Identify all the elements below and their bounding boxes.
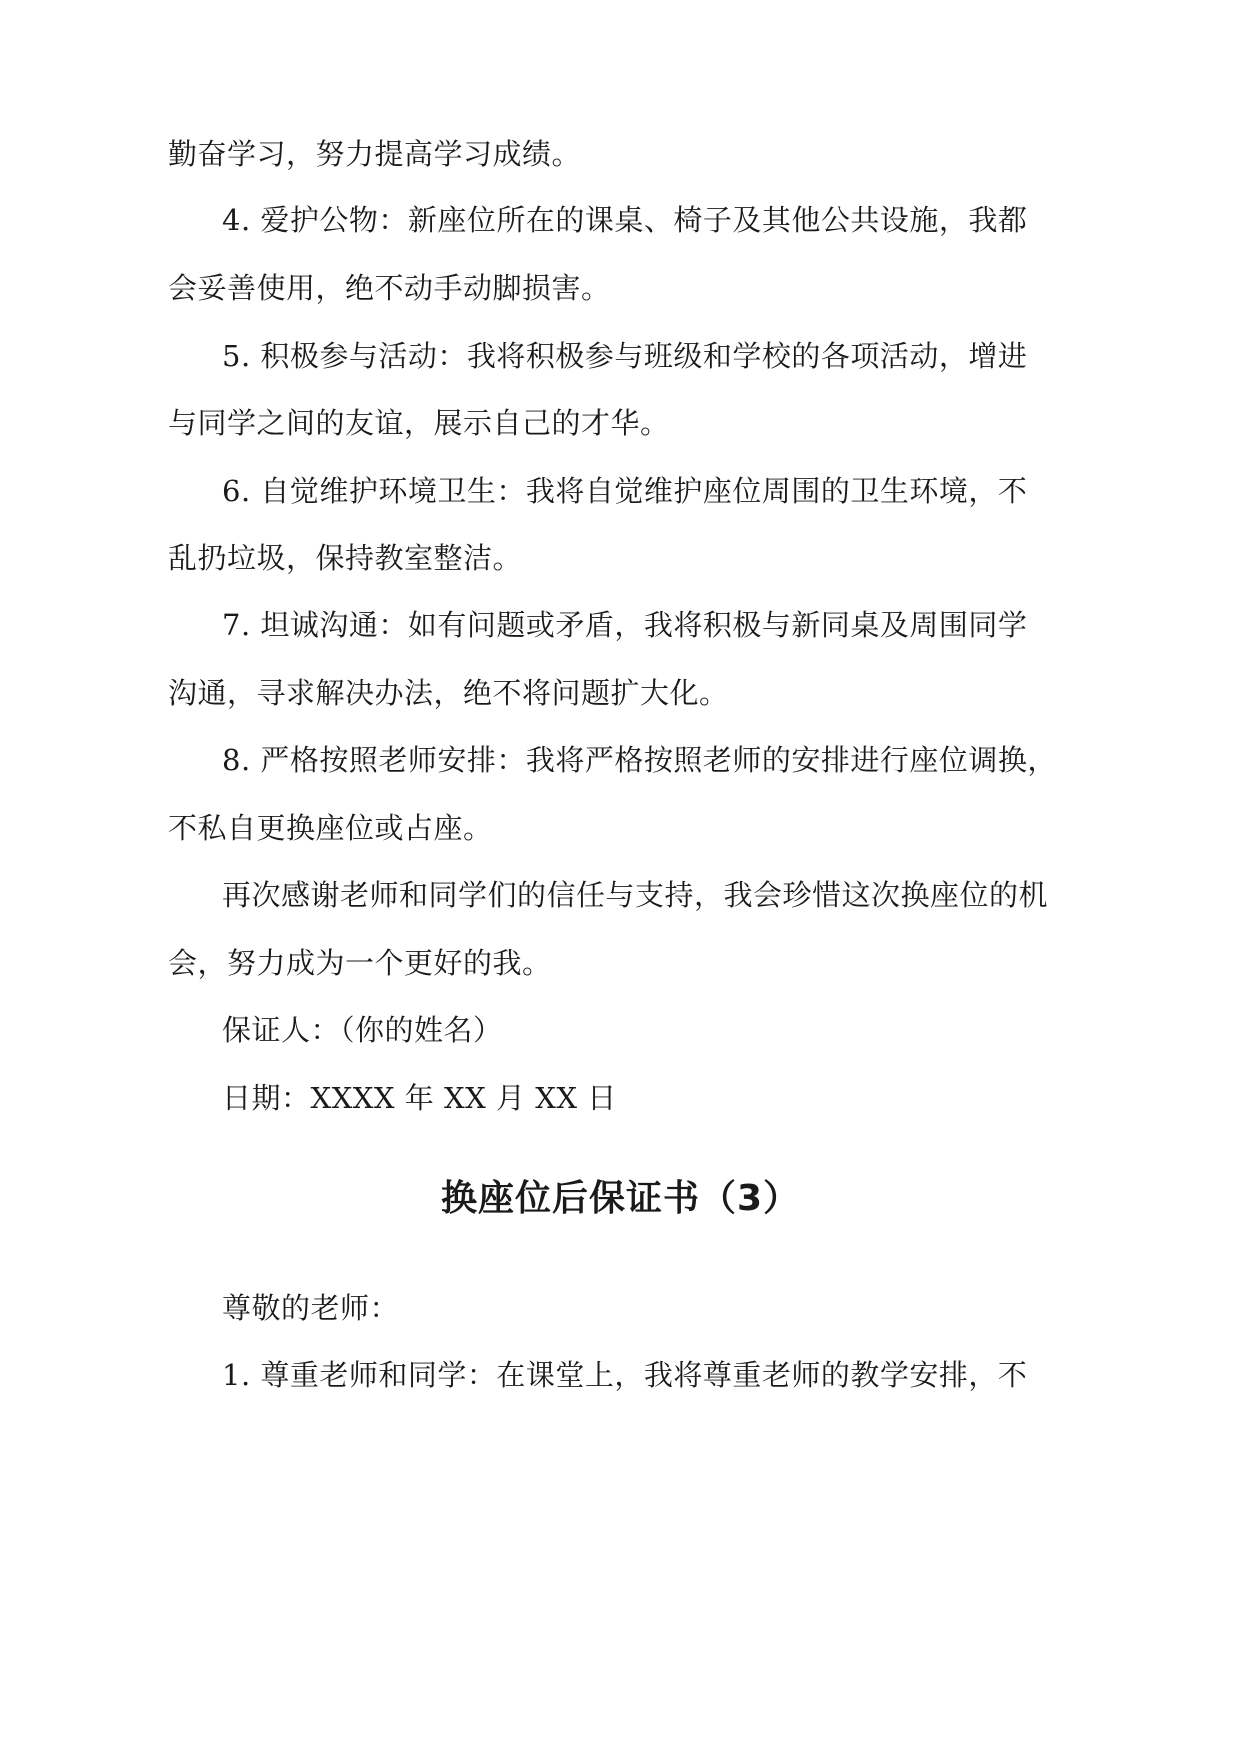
list-item-6-line-2: 乱扔垃圾，保持教室整洁。 bbox=[168, 541, 523, 575]
date-line: 日期：XXXX 年 XX 月 XX 日 bbox=[222, 1081, 617, 1115]
greeting-line: 尊敬的老师： bbox=[222, 1291, 400, 1325]
closing-line-2: 会，努力成为一个更好的我。 bbox=[168, 946, 552, 980]
guarantor-line: 保证人：（你的姓名） bbox=[222, 1013, 503, 1047]
list-item-7-line-2: 沟通，寻求解决办法，绝不将问题扩大化。 bbox=[168, 676, 729, 710]
closing-line-1: 再次感谢老师和同学们的信任与支持，我会珍惜这次换座位的机 bbox=[222, 878, 1049, 912]
section-title: 换座位后保证书（3） bbox=[440, 1178, 801, 1219]
list-item-8-line-1: 8. 严格按照老师安排：我将严格按照老师的安排进行座位调换， bbox=[222, 743, 1057, 777]
list-item-6-line-1: 6. 自觉维护环境卫生：我将自觉维护座位周围的卫生环境，不 bbox=[222, 474, 1028, 508]
paragraph-line: 勤奋学习，努力提高学习成绩。 bbox=[168, 137, 582, 171]
list-item-7-line-1: 7. 坦诚沟通：如有问题或矛盾，我将积极与新同桌及周围同学 bbox=[222, 608, 1028, 642]
list-item-8-line-2: 不私自更换座位或占座。 bbox=[168, 811, 493, 845]
list-item-1-line-1: 1. 尊重老师和同学：在课堂上，我将尊重老师的教学安排，不 bbox=[222, 1358, 1028, 1392]
list-item-5-line-1: 5. 积极参与活动：我将积极参与班级和学校的各项活动，增进 bbox=[222, 339, 1028, 373]
list-item-5-line-2: 与同学之间的友谊，展示自己的才华。 bbox=[168, 406, 670, 440]
list-item-4-line-1: 4. 爱护公物：新座位所在的课桌、椅子及其他公共设施，我都 bbox=[222, 203, 1028, 237]
list-item-4-line-2: 会妥善使用，绝不动手动脚损害。 bbox=[168, 271, 611, 305]
